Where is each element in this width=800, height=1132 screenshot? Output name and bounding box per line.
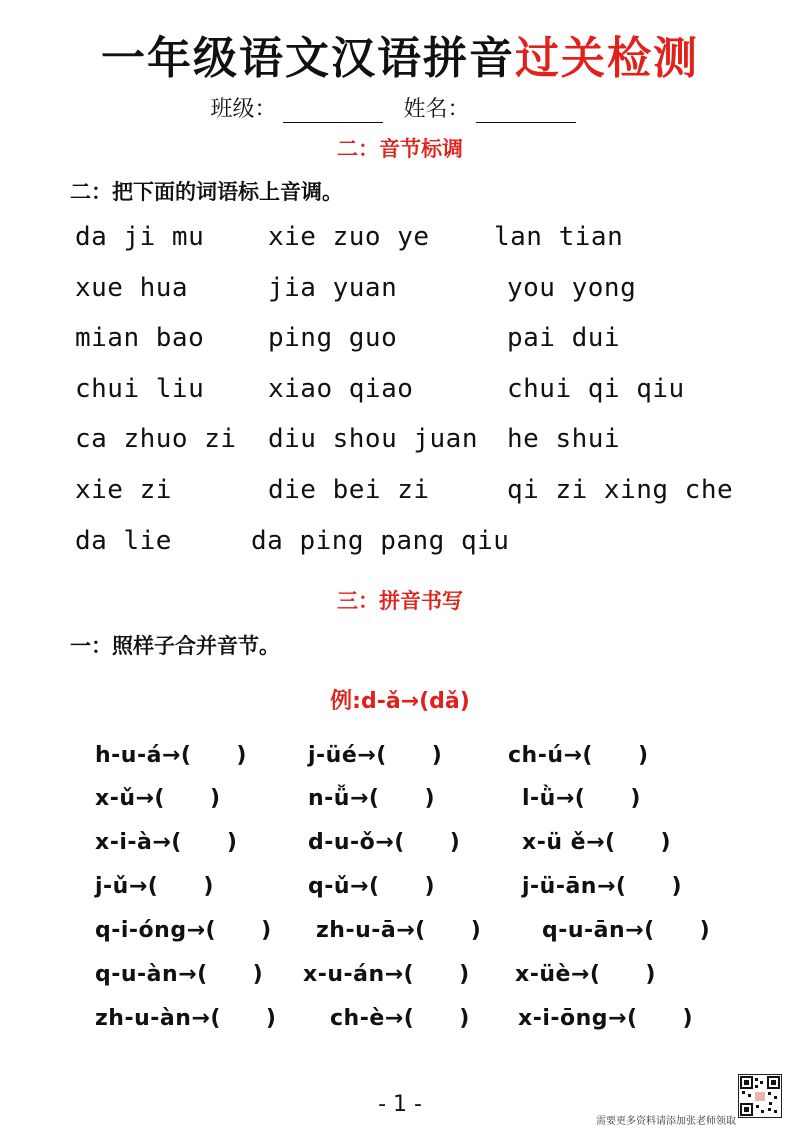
page-number: - 1 - (378, 1092, 422, 1117)
exercise-item: x-ü ě→( ) (522, 830, 672, 855)
footer-note: 需要更多资料请添加张老师领取 (596, 1116, 736, 1127)
exercise-item: x-i-à→( ) (95, 830, 238, 855)
exercise-item: j-üé→( ) (308, 743, 443, 768)
exercise-item: j-ǔ→( ) (95, 874, 214, 899)
exercise-item: x-i-ōng→( ) (518, 1006, 694, 1031)
example-line: 例:d-ǎ→(dǎ) (330, 689, 470, 714)
section3-heading: 三：拼音书写 (337, 588, 463, 613)
pinyin-word: jia yuan (268, 273, 398, 303)
title-highlight: 过关检测 (515, 33, 699, 84)
section3-instruction: 一：照样子合并音节。 (70, 633, 280, 658)
section2-instruction: 二：把下面的词语标上音调。 (70, 179, 343, 204)
pinyin-word: lan tian (494, 222, 624, 252)
pinyin-word: xie zi (75, 475, 172, 505)
exercise-item: q-u-àn→( ) (95, 962, 264, 987)
exercise-item: d-u-ǒ→( ) (308, 830, 461, 855)
pinyin-word: xie zuo ye (268, 222, 430, 252)
pinyin-word: chui liu (75, 374, 205, 404)
pinyin-word: die bei zi (268, 475, 430, 505)
class-label: 班级： (210, 97, 277, 122)
pinyin-word: da ji mu (75, 222, 205, 252)
exercise-item: ch-ú→( ) (508, 743, 649, 768)
pinyin-word: diu shou juan (268, 424, 478, 454)
name-blank[interactable] (476, 100, 576, 123)
student-info (0, 92, 800, 123)
exercise-item: x-ǔ→( ) (95, 786, 221, 811)
name-label: 姓名： (403, 97, 470, 122)
pinyin-word: he shui (507, 424, 621, 454)
pinyin-word: chui qi qiu (507, 374, 685, 404)
exercise-item: q-i-óng→( ) (95, 918, 272, 943)
pinyin-word: da ping pang qiu (251, 526, 510, 556)
exercise-item: zh-u-àn→( ) (95, 1006, 277, 1031)
pinyin-word: mian bao (75, 323, 205, 353)
exercise-item: x-üè→( ) (515, 962, 656, 987)
pinyin-word: ping guo (268, 323, 398, 353)
section2-heading: 二：音节标调 (337, 136, 463, 161)
exercise-item: ch-è→( ) (330, 1006, 470, 1031)
exercise-item: q-ǔ→( ) (308, 874, 436, 899)
pinyin-word: xue hua (75, 273, 189, 303)
page-title (0, 22, 800, 86)
exercise-item: l-ǜ→( ) (522, 786, 641, 811)
pinyin-word: you yong (507, 273, 637, 303)
pinyin-word: qi zi xing che (507, 475, 734, 505)
exercise-item: j-ü-ān→( ) (522, 874, 683, 899)
exercise-item: n-ǚ→( ) (308, 786, 435, 811)
qr-code-icon (738, 1074, 782, 1118)
exercise-item: zh-u-ā→( ) (316, 918, 482, 943)
exercise-item: q-u-ān→( ) (542, 918, 711, 943)
pinyin-word: xiao qiao (268, 374, 414, 404)
pinyin-word: pai dui (507, 323, 621, 353)
exercise-item: x-u-án→( ) (303, 962, 470, 987)
class-blank[interactable] (283, 100, 383, 123)
pinyin-word: da lie (75, 526, 172, 556)
title-main: 一年级语文汉语拼音 (101, 33, 515, 84)
pinyin-word: ca zhuo zi (75, 424, 237, 454)
exercise-item: h-u-á→( ) (95, 743, 247, 768)
